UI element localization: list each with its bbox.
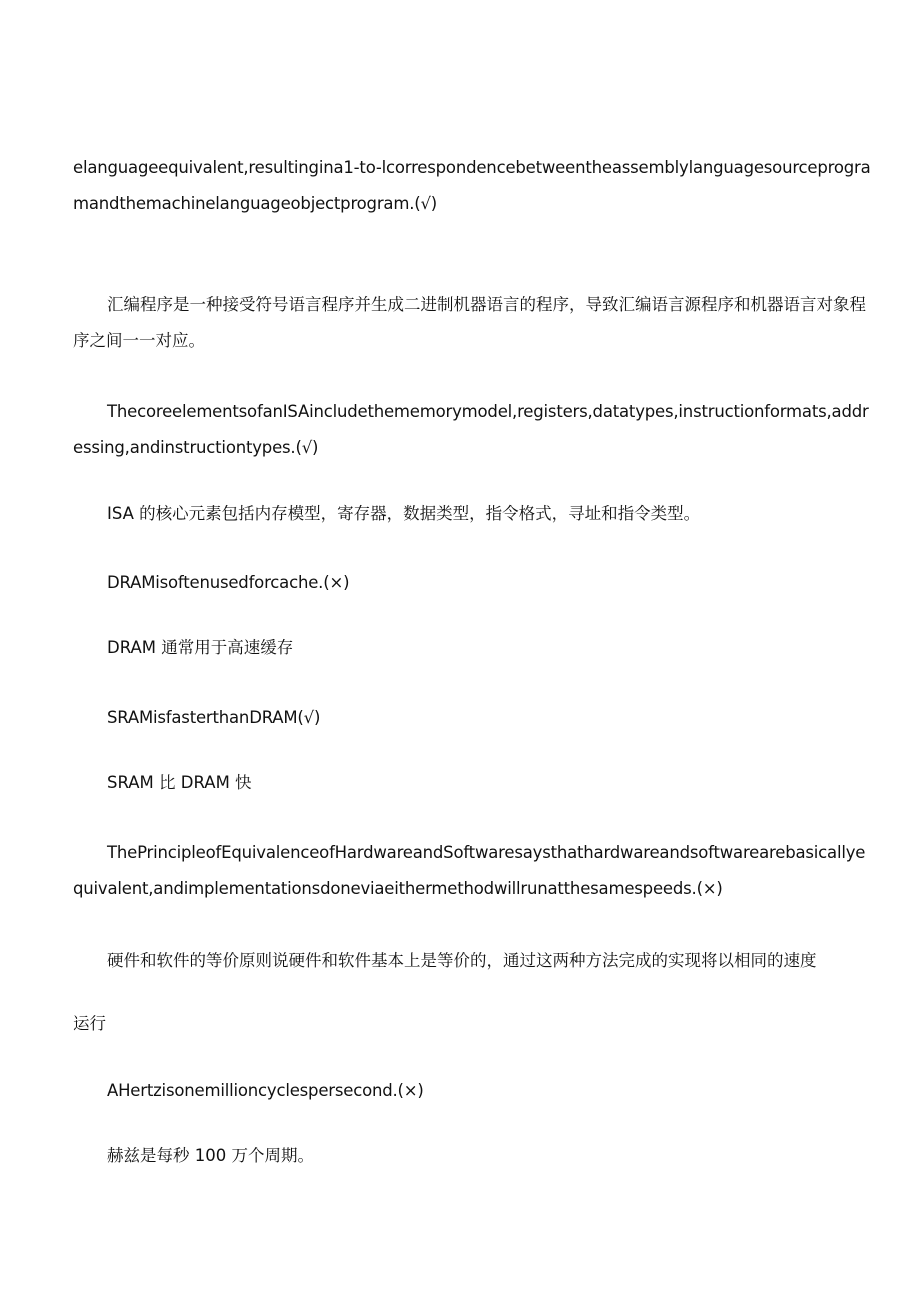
paragraph-hertz-chinese: 赫兹是每秒 100 万个周期。 <box>107 1146 314 1165</box>
paragraph-equivalence-chinese: 硬件和软件的等价原则说硬件和软件基本上是等价的，通过这两种方法完成的实现将以相同的速度 <box>107 951 817 970</box>
paragraph-hertz-english: AHertzisonemillioncyclespersecond.(×) <box>107 1081 424 1100</box>
paragraph-equivalence-english: ThePrincipleofEquivalenceofHardwareandSoftwaresaysthathardwareandsoftwarearebasicallyequivalent,andimplementationsdoneviaeithermethodwillrunatthesamespeeds.(×) <box>73 843 866 898</box>
paragraph-dram-english: DRAMisoftenusedforcache.(×) <box>107 573 350 592</box>
paragraph-isa-english: ThecoreelementsofanISAincludethememorymodel,registers,datatypes,instructionformats,addressing,andinstructiontypes.(√) <box>73 402 869 457</box>
paragraph-assembler-english: elanguageequivalent,resultingina1-to-lcorrespondencebetweentheassemblylanguagesourceprogramandthemachinelanguageobjectprogram.(√) <box>73 158 871 213</box>
paragraph-isa-chinese: ISA 的核心元素包括内存模型，寄存器，数据类型，指令格式，寻址和指令类型。 <box>107 504 701 523</box>
paragraph-sram-chinese: SRAM 比 DRAM 快 <box>107 773 252 792</box>
paragraph-equivalence-chinese-continued: 运行 <box>73 1014 106 1033</box>
paragraph-sram-english: SRAMisfasterthanDRAM(√) <box>107 708 321 727</box>
paragraph-assembler-chinese: 汇编程序是一种接受符号语言程序并生成二进制机器语言的程序，导致汇编语言源程序和机器语言对象程序之间一一对应。 <box>73 295 866 350</box>
paragraph-dram-chinese: DRAM 通常用于高速缓存 <box>107 638 294 657</box>
